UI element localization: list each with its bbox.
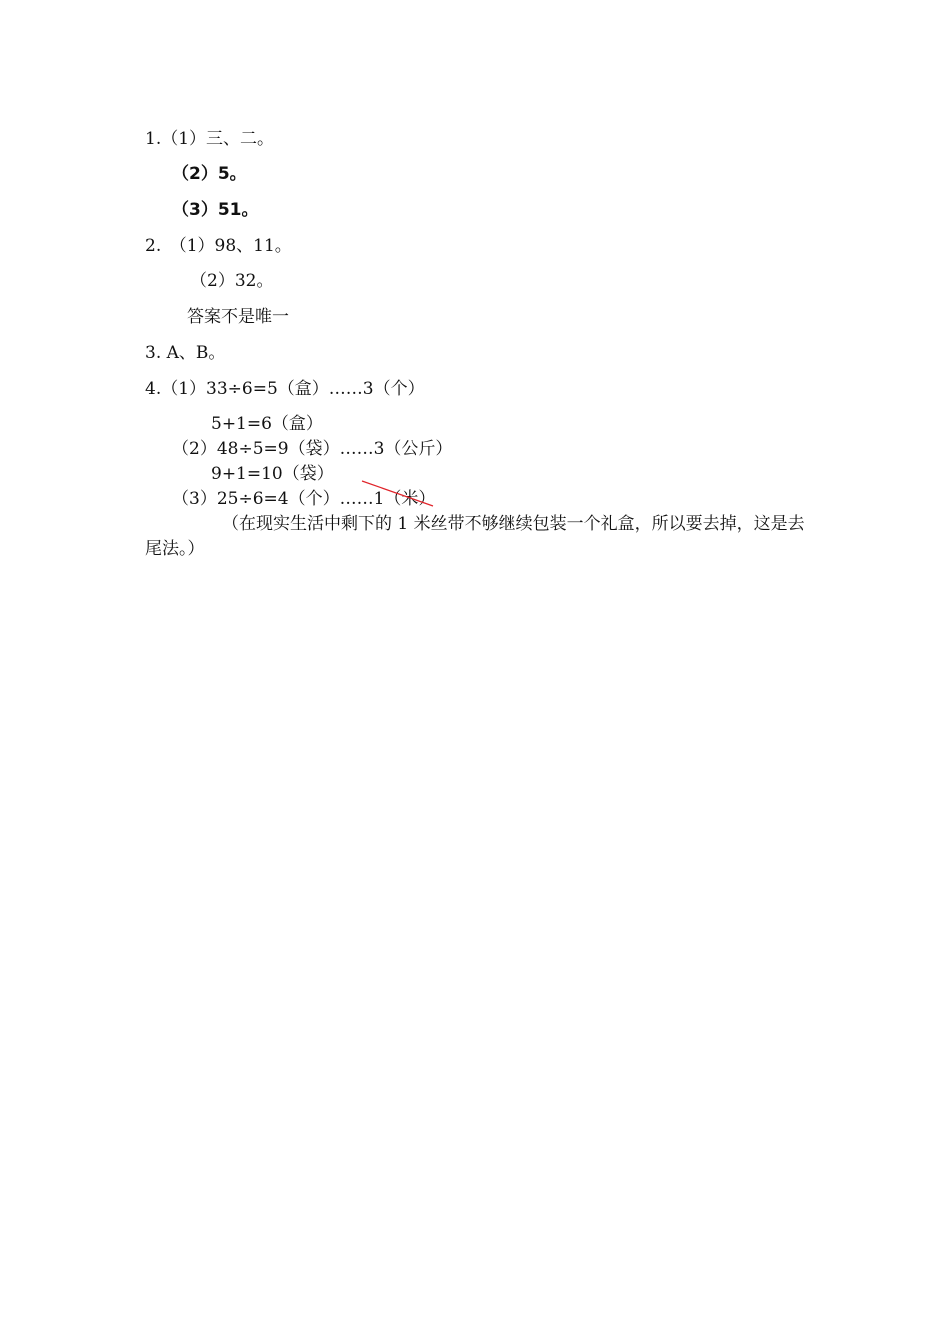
q2-note: 答案不是唯一 (187, 307, 289, 327)
q2-part1: 2. （1）98、11。 (145, 236, 292, 256)
q2-part2: （2）32。 (190, 271, 274, 291)
q4-part1-result: 5+1=6（盒） (211, 414, 323, 434)
q4-part2: （2）48÷5=9（袋）……3（公斤） (172, 439, 453, 459)
q4-part2-result: 9+1=10（袋） (211, 464, 334, 484)
q4-explanation: （在现实生活中剩下的 1 米丝带不够继续包装一个礼盒，所以要去掉，这是去尾法。） (145, 514, 805, 559)
q1-part1: 1.（1）三、二。 (145, 129, 275, 149)
q3-answer: 3. A、B。 (145, 343, 226, 363)
q1-part3: （3）51。 (172, 200, 259, 220)
q4-part1: 4.（1）33÷6=5（盒）……3（个） (145, 379, 425, 399)
q1-part2: （2）5。 (172, 164, 247, 184)
q4-part3: （3）25÷6=4（个）……1（米） (172, 489, 436, 509)
